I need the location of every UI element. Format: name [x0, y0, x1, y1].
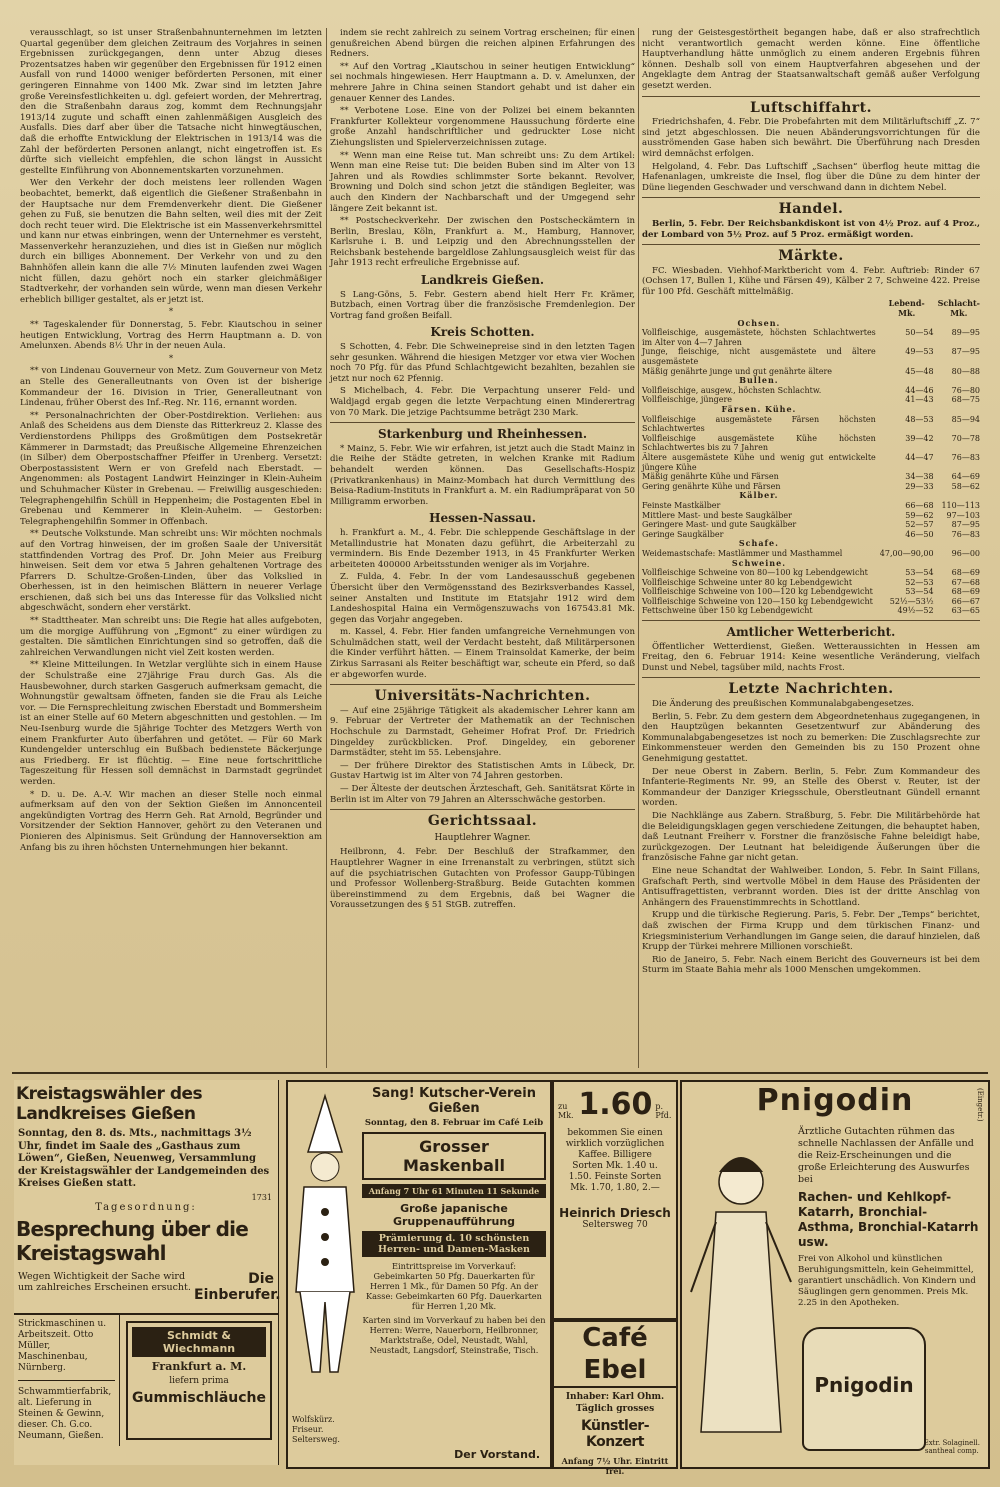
advert-section-rule	[12, 1072, 988, 1074]
table-row	[642, 453, 980, 472]
row-slaughter-price: 89—95	[951, 328, 980, 338]
separator-star: *	[168, 353, 174, 364]
advert-text: bekommen Sie einen wirklich vorzüglichen Kaffee. Billigere Sorten Mk. 1.40 u. 1.50. Feinste Sorten Mk. 1.70, 1.80, 2.—	[565, 1128, 665, 1193]
row-label: Ochsen.	[737, 317, 781, 328]
row-label: Gering genährte Kühe und Färsen	[642, 481, 781, 491]
row-slaughter-price: 85—94	[951, 414, 980, 424]
table-row	[642, 549, 980, 559]
table-row	[642, 520, 980, 530]
advert-text: Ärztliche Gutachten rühmen das schnelle Nachlassen der Anfälle und die Reiz-Erscheinungen und die große Erleichterung des Auswurfes bei	[798, 1126, 974, 1185]
table-row	[642, 597, 980, 607]
row-label: Mittlere Mast- und beste Saugkälber	[642, 510, 792, 520]
article-paragraph: — Der frühere Direktor des Statistischen Amts in Lübeck, Dr. Gustav Hartwig ist im Alter von 74 Jahren gestorben.	[330, 760, 635, 782]
advert-date: Sonntag, den 8. Februar im Café Leib	[364, 1118, 544, 1128]
article-paragraph: Berlin, 5. Febr. Der Reichsbankdiskont ist von 4½ Proz. auf 4 Proz., der Lombard von 5½ Proz. auf 5 Proz. ermäßigt worden.	[642, 218, 980, 240]
table-row	[642, 472, 980, 482]
row-label: Vollfleischige ausgemästete Kühe höchsten Schlachtwertes bis zu 7 Jahren	[642, 433, 876, 453]
row-live-price: 53—54	[905, 587, 934, 597]
article-paragraph: indem sie recht zahlreich zu seinem Vortrag erscheinen; für einen genußreichen Abend bürgen die reichen alpinen Erfahrungen des Redners.	[330, 28, 635, 60]
row-live-price: 29—33	[905, 481, 934, 491]
advert-left-note: Wolfskürz. Friseur. Seltersweg.	[292, 1415, 340, 1444]
row-live-price: 34—38	[905, 472, 934, 482]
article-paragraph: ** Tageskalender für Donnerstag, 5. Febr. Kiautschou in seiner heutigen Entwicklung, Vortrag des Herrn Hauptmann a. D. von Amelunxen. Abends 8½ Uhr in der neuen Aula.	[20, 320, 322, 352]
divider	[330, 684, 635, 685]
row-label: Kälber.	[739, 490, 779, 501]
divider	[642, 197, 980, 198]
row-live-price: 44—47	[905, 452, 934, 462]
row-live-price: 46—50	[905, 529, 934, 539]
divider	[330, 422, 635, 423]
advert-subhead: Tagesordnung:	[95, 1201, 197, 1213]
table-row	[642, 386, 980, 396]
table-row	[642, 578, 980, 588]
row-slaughter-price	[934, 491, 980, 501]
advert-big-line: Besprechung über die Kreistagswahl	[16, 1216, 248, 1265]
article-paragraph: ** von Lindenau Gouverneur von Metz. Zum Gouverneur von Metz an Stelle des Generalleutnants von Oven ist der bisherige Kommandeur der 16. Division in Trier, Generalleutnant von Lindenau, früher Oberst des Inf.-Reg. Nr. 116, ernannt worden.	[20, 366, 322, 409]
column-1	[20, 28, 322, 1068]
article-paragraph: ** Deutsche Volkstunde. Man schreibt uns: Wir möchten nochmals auf den Vortrag hinweisen, der im großen Saale der Universität stattfindenden Vortrag des Prof. Dr. John Meier aus Freiburg hinweisen. Seit dem vor etwa 5 Jahren gehaltenen Vortrage des Pfarrers D. Schultze-Großen-Linden, über das Volkslied in Oberhessen, ist in den heimischen Blättern in neuerer Verlage erschienen, daß sich bei uns das Interesse für das Volkslied nicht abgeschwächt, sondern eher verstärkt.	[20, 529, 322, 614]
advert-group: Große japanische Gruppenaufführung	[392, 1202, 516, 1228]
bottle-illustration	[802, 1327, 926, 1451]
table-row	[642, 347, 980, 366]
table-row	[642, 319, 980, 329]
advert-title: Café Ebel	[554, 1322, 676, 1388]
article-paragraph: ** Auf den Vortrag „Kiautschou in seiner heutigen Entwicklung“ sei nochmals hingewiesen. Herr Hauptmann a. D. v. Amelunxen, der mehrere Jahre in China seinen Standort gehabt und ist daher ein genauer Kenner des Landes.	[330, 61, 635, 104]
table-row	[642, 434, 980, 453]
row-live-price	[876, 405, 934, 415]
row-live-price	[876, 319, 934, 329]
row-live-price	[876, 539, 934, 549]
table-header: Schlacht-	[937, 298, 980, 309]
row-label: Vollfleischige Schweine von 100—120 kg Lebendgewicht	[642, 587, 873, 597]
table-row	[642, 491, 980, 501]
article-paragraph: Z. Fulda, 4. Febr. In der vom Landesausschuß gegebenen Übersicht über den Vermögensstand des Bezirksverbandes Kassel, seiner Anstalten und Institute im Etatsjahr 1912 wird dem Landeshospital Haina ein Vermögenszuwachs von 167543.81 Mk. gegen das Vorjahr angegeben.	[330, 572, 635, 625]
article-paragraph: * Mainz, 5. Febr. Wie wir erfahren, ist jetzt auch die Stadt Mainz in die Reihe der Städte getreten, in welchen Kranke mit Radium behandelt werden können. Das Gesellschafts-Hospiz (Privatkrankenhaus) in Mainz-Mombach hat durch Vermittlung des Beisa-Radium-Instituts in Frankfurt a. M. ein Radiumpräparat von 50 Milligramm erworben.	[330, 443, 635, 507]
row-slaughter-price: 76—83	[951, 529, 980, 539]
article-paragraph: ** Wenn man eine Reise tut. Man schreibt uns: Zu dem Artikel: Wenn man eine Reise tut: Die beiden Buben sind im Alter von 13 Jahren und als Rowdies schlimmster Sorte bekannt. Revolver, Browning und Dolch sind schon jetzt die ständigen Begleiter, was auch den Kindern der Nachbarschaft und der Umgegend sehr längere Zeit bekannt ist.	[330, 150, 635, 214]
advert-signature: Der Vorstand.	[454, 1448, 540, 1461]
subheading: Hauptlehrer Wagner.	[434, 832, 531, 843]
advert-brand: Pnigodin	[756, 1083, 914, 1118]
small-advert: Schwammtierfabrik, alt. Lieferung in Steinen & Gewinn, dieser. Ch. G.co. Neumann, Gießen.	[18, 1386, 112, 1441]
article-paragraph: Eine neue Schandtat der Wahlweiber. London, 5. Febr. In Saint Fillans, Grafschaft Perth, sind wertvolle Möbel in dem Hause des Präsidenten der Antisuffragettisten, verbrannt worden. Dies ist der dritte Anschlag von Anhängern des Frauenstimmrechts in Schottland.	[642, 865, 980, 908]
market-table	[642, 299, 980, 616]
table-row	[642, 482, 980, 492]
advert-cafe-ebel	[552, 1320, 678, 1476]
table-row	[642, 539, 980, 549]
row-slaughter-price: 110—113	[941, 500, 980, 510]
table-row	[642, 587, 980, 597]
row-slaughter-price: 64—69	[951, 472, 980, 482]
advert-note: Wegen Wichtigkeit der Sache wird um zahlreiches Erscheinen ersucht.	[18, 1270, 191, 1293]
article-paragraph: ** Kleine Mitteilungen. In Wetzlar verglühte sich in einem Hause der Schulstraße eine 27jährige Frau durch Gas. Als die Hausbewohner, durch starken Gasgeruch aufmerksam gemacht, die Wohnungstür gewaltsam öffneten, fanden sie die Frau als Leiche vor. — Die Fernsprechleitung zwischen Eberstadt und Bommersheim ist an einer Stelle auf 60 Metern abgeschnitten und gestohlen. — Im Neu-Isenburg wurde die 5jährige Tochter des Metzgers Werth von einem Frankfurter Auto überfahren und getötet. — Für 60 Mark Kundengelder unterschlug ein Bußbach bedienstete Bäckerjunge aus Friedberg. Er ist flüchtig. — Eine neue fortschrittliche Tageszeitung für Hessen soll demnächst in Darmstadt gegründet werden.	[20, 660, 322, 787]
divider	[642, 677, 980, 678]
row-live-price: 45—48	[905, 366, 934, 376]
divider	[642, 620, 980, 621]
article-paragraph: — Auf eine 25jährige Tätigkeit als akademischer Lehrer kann am 9. Februar der Vertreter der Mathematik an der Technischen Hochschule zu Darmstadt, Geheimer Hofrat Prof. Dr. Friedrich Dingeldey zurückblicken. Prof. Dingeldey, ein geborener Darmstädter, steht im 55. Lebensjahre.	[330, 705, 635, 759]
row-live-price: 50—54	[905, 328, 934, 338]
section-heading: Universitäts-Nachrichten.	[374, 688, 591, 705]
table-row	[642, 501, 980, 511]
table-header: Mk.	[898, 308, 916, 319]
table-row	[642, 530, 980, 540]
advert-city: Frankfurt a. M.	[151, 1359, 247, 1373]
section-heading: Starkenburg und Rheinhessen.	[377, 427, 588, 442]
row-slaughter-price	[934, 539, 980, 549]
article-paragraph: rung der Geistesgestörtheit begangen habe, daß er also strafrechtlich nicht verantwortlich gemacht werden könne. Eine öffentliche Hauptverhandlung hätte unmöglich zu einem anderen Ergebnis führen können. Deshalb soll von einem Hauptverfahren abgesehen und der Angeklagte dem Antrag der Staatsanwaltschaft gemäß außer Verfolgung gesetzt werden.	[642, 28, 980, 91]
article-paragraph: verausschlagt, so ist unser Straßenbahnunternehmen im letzten Quartal gegenüber dem gleichen Zeitraum des Vorjahres in seinen Ergebnissen zurückgegangen, denn unter Abzug dieses Prozentsatzes haben wir gegenüber den Ergebnissen für 1912 einen Ausfall von rund 14000 weniger beförderten Personen, mit einer geringeren Einnahme von 1400 Mk. Zwar sind im letzten Jahre große Vereinsfestlichkeiten u. dgl. gefeiert worden, der Mehrertrag, den die Straßenbahn daraus zog, kommt dem Rechnungsjahr 1913/14 zugute und schafft einen zahlenmäßigen Ausgleich des Ausfalls. Dies darf aber über die Tatsache nicht hinwegtäuschen, daß die erhoffte Entwicklung der Elektrischen in 1913/14 was die Zahl der beförderten Personen anlangt, nicht eingetroffen ist. Es dürfte sich vielleicht empfehlen, die schon längst in Aussicht gestellte Einführung von Abonnementskarten vorzunehmen.	[20, 28, 322, 176]
row-label: Vollfleischige Schweine von 120—150 kg Lebendgewicht	[642, 596, 873, 606]
row-label: Vollfleischige Schweine von 80—100 kg Lebendgewicht	[642, 568, 868, 578]
advert-signature: Die Einberufer.	[194, 1270, 281, 1303]
row-slaughter-price	[934, 376, 980, 386]
advert-daily: Täglich grosses	[575, 1404, 655, 1414]
table-row	[642, 367, 980, 377]
article-paragraph: Berlin, 5. Febr. Zu dem gestern dem Abgeordnetenhaus zugegangenen, in den Hauptzügen bekannten Gesetzentwurf zur Abänderung des Kommunalabgabengesetzes ist noch zu bemerken: Die Zuschlagsrechte zur Einkommensteuer werden den Gemeinden bis zu 150 Prozent ohne Genehmigung gestattet.	[642, 711, 980, 764]
bottle-label: Pnigodin	[814, 1373, 914, 1397]
row-slaughter-price: 67—68	[951, 577, 980, 587]
article-paragraph: Öffentlicher Wetterdienst, Gießen. Wetteraussichten in Hessen am Freitag, den 6. Februar 1914: Keine wesentliche Veränderung, vielfach Dunst und Nebel, tagsüber mild, nachts Frost.	[642, 641, 980, 673]
advert-footnote: Extr. Solaginell.	[923, 1439, 980, 1447]
row-slaughter-price: 97—103	[946, 510, 980, 520]
row-live-price	[876, 376, 934, 386]
advert-club: Sang! Kutscher-Verein Gießen	[372, 1086, 536, 1116]
column-3	[642, 28, 980, 1068]
article-paragraph: Krupp und die türkische Regierung. Paris, 5. Febr. Der „Temps“ berichtet, daß zwischen der Firma Krupp und dem türkischen Finanz- und Kriegsministerium Verhandlungen im Gange seien, die darauf hinzielen, daß Krupp der Türkei mehrere Millionen vorschießt.	[642, 910, 980, 953]
row-slaughter-price: 68—69	[951, 568, 980, 578]
section-heading: Amtlicher Wetterbericht.	[726, 625, 896, 640]
section-heading: Landkreis Gießen.	[420, 273, 545, 288]
row-label: Weidemastschafe: Mastlämmer und Masthammel	[642, 548, 843, 558]
row-label: Geringere Mast- und gute Saugkälber	[642, 520, 797, 530]
section-heading: Kreis Schotten.	[430, 325, 535, 340]
advert-pnigodin	[680, 1080, 990, 1469]
advert-maskenball	[286, 1080, 552, 1469]
row-slaughter-price: 87—95	[951, 347, 980, 357]
section-heading: Gerichtssaal.	[427, 813, 538, 830]
advert-company: Schmidt & Wiechmann	[132, 1327, 266, 1357]
row-slaughter-price	[934, 405, 980, 415]
table-row	[642, 395, 980, 405]
table-row	[642, 405, 980, 415]
row-live-price: 59—62	[905, 510, 934, 520]
row-slaughter-price	[934, 319, 980, 329]
column-divider	[638, 28, 639, 1068]
advert-note: Frei von Alkohol und künstlichen Beruhigungsmitteln, kein Geheimmittel, garantiert unschädlich. Von Kindern und Säuglingen gern genommen. Preis Mk. 2.25 in den Apotheken.	[798, 1254, 976, 1308]
section-heading: Letzte Nachrichten.	[728, 681, 894, 698]
table-row	[642, 376, 980, 386]
woman-illustration	[686, 1142, 796, 1442]
row-live-price: 52—53	[905, 577, 934, 587]
row-label: Färsen. Kühe.	[721, 404, 797, 414]
row-live-price: 53—54	[905, 568, 934, 578]
advert-owner: Inhaber: Karl Ohm.	[565, 1392, 665, 1402]
row-live-price: 52—57	[905, 520, 934, 530]
row-live-price: 48—53	[905, 414, 934, 424]
article-paragraph: Die Änderung des preußischen Kommunalabgabengesetzes.	[652, 699, 915, 710]
row-slaughter-price: 70—78	[951, 433, 980, 443]
article-paragraph: Rio de Janeiro, 5. Febr. Nach einem Bericht des Gouverneurs ist bei dem Sturm im Staate Bahia mehr als 1000 Menschen umgekommen.	[642, 954, 980, 976]
separator-star: *	[168, 307, 174, 318]
row-live-price: 49—53	[905, 347, 934, 357]
section-heading: Luftschiffahrt.	[750, 99, 872, 116]
article-paragraph: * D. u. De. A.-V. Wir machen an dieser Stelle noch einmal aufmerksam auf den von der Sektion Gießen im Annoncenteil angekündigten Vortrag des Herrn Geh. Rat Arnold, Begründer und Vorsitzender der Sektion Hannover, gehört zu den Veteranen und Pionieren des Alpinismus. Seit Gründung der Hannoversektion am Anfang bis zu ihren höchsten Unternehmungen hier bekannt.	[20, 789, 322, 853]
small-advert: Strickmaschinen u. Arbeitszeit. Otto Müller, Maschinenbau, Nürnberg.	[18, 1318, 107, 1373]
row-live-price: 41—43	[905, 395, 934, 405]
advert-event: Grosser Maskenball	[362, 1132, 546, 1180]
article-paragraph: Heilbronn, 4. Febr. Der Beschluß der Strafkammer, den Hauptlehrer Wagner in eine Irrenanstalt zu verbringen, stützt sich auf die psychiatrischen Gutachten von Professor Gaupp-Tübingen und Professor Wollenberg-Straßburg. Beide Gutachten kommen übereinstimmend zu dem Ergebnis, daß bei Wagner die Voraussetzungen des § 51 StGB. zutreffen.	[330, 847, 635, 911]
row-label: Vollfleischige Schweine unter 80 kg Lebendgewicht	[642, 577, 853, 587]
row-slaughter-price: 87—95	[951, 520, 980, 530]
price-prefix: zu Mk.	[558, 1102, 574, 1120]
article-paragraph: ** Postscheckverkehr. Der zwischen den Postscheckämtern in Berlin, Breslau, Köln, Frankfurt a. M., Hamburg, Hannover, Karlsruhe i. B. und Leipzig und den Abrechnungsstellen der Reichsbank bestehende bargeldlose Zahlungsausgleich weist für das Jahr 1913 recht erfreuliche Ergebnisse auf.	[330, 216, 635, 269]
article-paragraph: Die Nachklänge aus Zabern. Straßburg, 5. Febr. Die Militärbehörde hat die Beleidigungsklagen gegen verschiedene Zeitungen, die behauptet haben, daß Leutnant Freiherr v. Forstner die französische Fahne beleidigt habe, zurückgezogen. Der Leutnant hat beleidigende Äußerungen über die französische Fahne gar nicht getan.	[642, 810, 980, 864]
row-slaughter-price: 80—88	[951, 366, 980, 376]
section-heading: Handel.	[778, 201, 844, 218]
article-paragraph: Der neue Oberst in Zabern. Berlin, 5. Febr. Zum Kommandeur des Infanterie-Regiments Nr. 99, an Stelle des Oberst v. Reuter, ist der Kommandeur der Danziger Kriegsschule, Oberstleutnant Gündell ernannt worden.	[642, 766, 980, 809]
advert-kreistag	[14, 1080, 279, 1465]
row-slaughter-price: 68—75	[951, 395, 980, 405]
article-paragraph: m. Kassel, 4. Febr. Hier fanden umfangreiche Vernehmungen von Schulmädchen statt, weil der Verdacht besteht, daß Militärpersonen die Kinder verführt hätten. — Einem Trainsoldat Kamerke, der beim Zirkus Sarrasani als Reiter beschäftigt war, scheute ein Pferd, so daß er abgeworfen wurde.	[330, 627, 635, 680]
divider	[642, 96, 980, 97]
table-row	[642, 559, 980, 569]
row-live-price	[876, 559, 934, 569]
advert-number: 1731	[251, 1192, 272, 1202]
row-slaughter-price: 96—00	[951, 548, 980, 558]
article-paragraph: Friedrichshafen, 4. Febr. Die Probefahrten mit dem Militärluftschiff „Z. 7“ sind jetzt abgeschlossen. Die neuen Abänderungsvorrichtungen für die ausströmenden Gase haben sich bewährt. Die Überführung nach Dresden wird demnächst erfolgen.	[642, 117, 980, 159]
table-row	[642, 568, 980, 578]
article-paragraph: h. Frankfurt a. M., 4. Febr. Die schleppende Geschäftslage in der Metallindustrie hat Monaten dazu geführt, die Arbeiterzahl zu vermindern. Bis Ende Dezember 1913, in 45 Frankfurter Werken arbeiteten 400000 Arbeitsstunden weniger als im Vorjahre.	[330, 527, 635, 570]
row-label: Fettschweine über 150 kg Lebendgewicht	[642, 606, 813, 616]
row-live-price: 39—42	[905, 433, 934, 443]
article-paragraph: S Michelbach, 4. Febr. Die Verpachtung unserer Feld- und Waldjagd ergab gegen die letzte Verpachtung einen Minderertrag von 70 Mark. Die jetzige Pachtsumme beträgt 230 Mark.	[330, 386, 635, 418]
advert-kaffee	[552, 1080, 678, 1320]
row-label: Mäßig genährte Kühe und Färsen	[642, 472, 779, 482]
divider	[330, 809, 635, 810]
row-slaughter-price: 68—69	[951, 587, 980, 597]
article-paragraph: ** Stadttheater. Man schreibt uns: Die Regie hat alles aufgeboten, um die morgige Aufführung von „Egmont“ zu einer würdigen zu gestalten. Die sämtlichen Einrichtungen sind so getroffen, daß die zahlreichen Verwandlungen nicht viel Zeit kosten werden.	[20, 616, 322, 658]
row-slaughter-price: 63—65	[951, 606, 980, 616]
row-label: Bullen.	[739, 375, 779, 386]
row-label: Schweine.	[731, 557, 786, 568]
article-paragraph: FC. Wiesbaden. Viehhof-Marktbericht vom 4. Febr. Auftrieb: Rinder 67 (Ochsen 17, Bullen 1, Kühe und Färsen 49), Kälber 2 7, Schweine 422. Preise für 100 Pfd. Geschäft mittelmäßig.	[642, 265, 980, 297]
row-live-price	[876, 491, 934, 501]
row-label: Vollfleischige ausgemästete Färsen höchsten Schlachtwertes	[642, 414, 876, 434]
table-header: Mk.	[950, 308, 968, 319]
column-2	[330, 28, 635, 1068]
row-label: Schafe.	[738, 538, 779, 549]
row-slaughter-price: 58—62	[951, 481, 980, 491]
row-label: Vollfleischige, jüngere	[642, 395, 733, 405]
article-paragraph: ** Personalnachrichten der Ober-Postdirektion. Verliehen: aus Anlaß des Scheidens aus dem Dienste das Ritterkreuz 2. Klasse des Verdienstordens Philipps des Großmütigen dem Postsekretär Kämmerer in Darmstadt; das Preußische Allgemeine Ehrenzeichen (in Silber) dem Oberpostschaffner Pfeiffer in Urenberg. Versetzt: Oberpostassistent Wern er von Grefeld nach Eberstadt. — Angenommen: als Postagent Landwirt Heinzinger in Klein-Auheim und Schuhmacher Küster in Grebenau. — Freiwillig ausgeschieden: Telegraphengehilfin Schüll in Heppenheim; die Postagenten Ebel in Grebenau und Kemmerer in Klein-Auheim. — Gestorben: Telegraphengehilfin Sommer in Offenbach.	[20, 410, 322, 527]
row-label: Geringe Saugkälber	[642, 529, 724, 539]
clown-illustration	[290, 1092, 360, 1392]
row-label: Feinste Mastkälber	[642, 500, 721, 510]
article-paragraph: S Lang-Göns, 5. Febr. Gestern abend hielt Herr Fr. Krämer, Butzbach, einen Vortrag über die französische Fremdenlegion. Der Vortrag fand großen Beifall.	[330, 289, 635, 321]
advert-footnote: santheal comp.	[924, 1447, 979, 1455]
advert-address: Seltersweg 70	[582, 1220, 648, 1230]
section-heading: Hessen-Nassau.	[429, 511, 536, 526]
advert-bold: Rachen- und Kehlkopf-Katarrh, Bronchial-Asthma, Bronchial-Katarrh usw.	[798, 1190, 979, 1249]
row-live-price: 49½—52	[897, 606, 934, 616]
row-live-price: 66—68	[905, 500, 934, 510]
table-row	[642, 415, 980, 434]
article-paragraph: S Schotten, 4. Febr. Die Schweinepreise sind in den letzten Tagen sehr gesunken. Während die hiesigen Metzger vor etwa vier Wochen noch 70 Pfg. für das Pfund Schlachtgewicht bezahlten, bezahlen sie jetzt nur noch 62 Pfennig.	[330, 342, 635, 384]
row-label: Ältere ausgemästete Kühe und wenig gut entwickelte jüngere Kühe	[642, 452, 876, 472]
advert-line: liefern prima	[169, 1375, 229, 1386]
article-paragraph: ** Verbotene Lose. Eine von der Polizei bei einem bekannten Frankfurter Kollekteur vorgenommene Haussuchung förderte eine große Anzahl handschriftlicher und gedruckter Lose nicht Ziehungslisten und Spielerverzeichnissen zutage.	[330, 106, 635, 148]
row-slaughter-price: 76—80	[951, 385, 980, 395]
price-unit: p. Pfd.	[655, 1102, 672, 1120]
row-slaughter-price	[934, 559, 980, 569]
advert-product: Gummischläuche	[131, 1389, 266, 1406]
row-label: Junge, fleischige, nicht ausgemästete und ältere ausgemästete	[642, 347, 876, 367]
row-live-price: 44—46	[905, 385, 934, 395]
advert-prize: Prämierung d. 10 schönsten Herren- und Damen-Masken	[362, 1231, 546, 1257]
row-label: Vollfleischige, ausgemästete, höchsten Schlachtwertes im Alter von 4—7 Jahren	[642, 328, 876, 347]
table-row	[642, 511, 980, 521]
advert-company: Heinrich Driesch	[559, 1206, 671, 1220]
advert-sales: Karten sind im Vorverkauf zu haben bei den Herren: Werre, Nauerborn, Heilbronner, Marktstraße, Odel, Neustadt, Wahl, Neustadt, Langsdorf, Steinstraße, Tisch.	[362, 1315, 546, 1355]
row-label: Vollfleischige, ausgew., höchsten Schlachtw.	[642, 385, 822, 395]
column-divider	[326, 28, 327, 1068]
section-heading: Märkte.	[778, 248, 844, 265]
advert-start: Anfang 7½ Uhr. Eintritt frei.	[561, 1456, 669, 1476]
row-live-price: 47,00—90,00	[879, 548, 934, 558]
table-header	[642, 299, 876, 309]
advert-title: Kreistagswähler des Landkreises Gießen	[16, 1084, 203, 1124]
advert-side: (Eingetr.)	[976, 1088, 984, 1122]
advert-concert: Künstler-Konzert	[580, 1418, 650, 1450]
article-paragraph: Wer den Verkehr der doch meistens leer rollenden Wagen beobachtet, bemerkt, daß eigentlich die Gießener Straßenbahn in der Hauptsache nur dem Fremdenverkehr dient. Die Gießener gehen zu Fuß, sie benutzen die Bahn selten, weil dies mit der Zeit doch recht teuer wird. Die Elektrische ist ein Massenverkehrsmittel und kann nur etwas einbringen, wenn der Unternehmer es versteht, Massenverkehr heranzuziehen, und dies ist in Gießen nur möglich durch ein billiges Abonnement. Der Verkehr von und zu den Bahnhöfen allein kann die alle 7½ Minuten laufenden zwei Wagen nicht füllen, dazu gehört noch ein starker gleichmäßiger Stadtverkehr, der vorhanden sein würde, wenn man diesen Verkehr erheblich billiger gestaltet, als er jetzt ist.	[20, 178, 322, 305]
row-live-price: 52½—53½	[889, 596, 934, 606]
advert-entry: Eintrittspreise im Vorverkauf: Gebeimkarten 50 Pfg. Dauerkarten für Herren 1 Mk., für Damen 50 Pfg. An der Kasse: Gebeimkarten 60 Pfg. Dauerkarten für Herren 1,20 Mk.	[366, 1261, 542, 1311]
table-row	[642, 328, 980, 347]
price-value: 1.60	[578, 1087, 653, 1122]
row-slaughter-price: 66—67	[951, 596, 980, 606]
table-header: Lebend-	[888, 298, 925, 309]
row-label: Mäßig genährte junge und gut genährte ältere	[642, 366, 833, 376]
divider	[642, 244, 980, 245]
advert-time: Anfang 7 Uhr 61 Minuten 11 Sekunde	[362, 1184, 546, 1198]
row-slaughter-price: 76—83	[951, 452, 980, 462]
table-row	[642, 606, 980, 616]
article-paragraph: — Der Älteste der deutschen Ärzteschaft, Geh. Sanitätsrat Körte in Berlin ist im Alter von 79 Jahren an Altersschwäche gestorben.	[330, 784, 635, 805]
advert-text: Sonntag, den 8. ds. Mts., nachmittags 3½ Uhr, findet im Saale des „Gasthaus zum Löwen“, Gießen, Neuenweg, Versammlung der Kreistagswähler der Landgemeinden des Kreises Gießen statt.	[18, 1128, 270, 1189]
article-paragraph: Helgoland, 4. Febr. Das Luftschiff „Sachsen“ überflog heute mittag die Hafenanlagen, umkreiste die Insel, flog über die Düne zu dem hinter der Düne liegenden Geschwader und verschwand dann in dichtem Nebel.	[642, 161, 980, 193]
